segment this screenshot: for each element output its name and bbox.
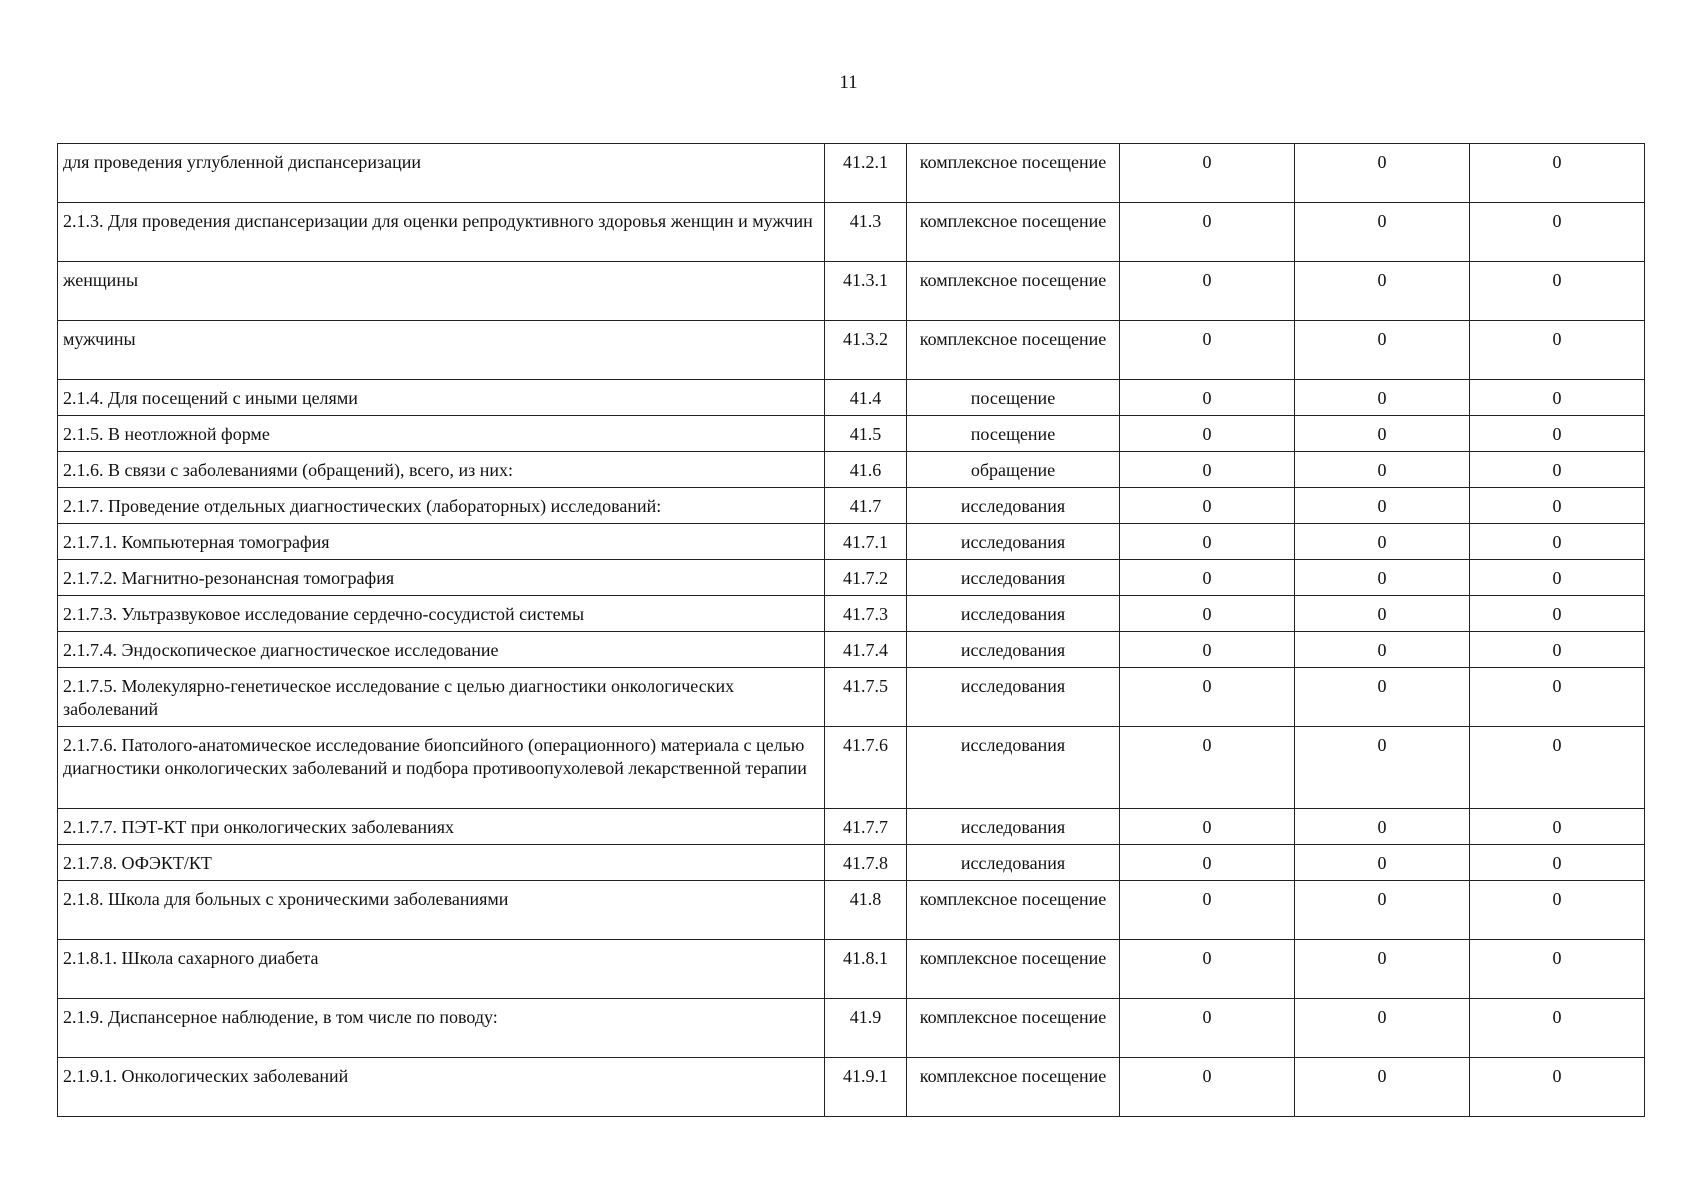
page-number: 11 <box>839 72 858 93</box>
row-value-3-cell: 0 <box>1470 452 1645 488</box>
row-value-1-cell: 0 <box>1120 524 1295 560</box>
row-unit-cell: комплексное посещение <box>907 144 1120 203</box>
row-value-3-cell: 0 <box>1470 596 1645 632</box>
table-row <box>58 262 1645 321</box>
row-unit-cell: посещение <box>907 380 1120 416</box>
table-row <box>58 845 1645 881</box>
row-value-1-cell: 0 <box>1120 881 1295 940</box>
row-value-2-cell: 0 <box>1295 596 1470 632</box>
row-name-cell: 2.1.7. Проведение отдельных диагностических (лабораторных) исследований: <box>58 488 825 524</box>
row-code-cell: 41.7 <box>825 488 907 524</box>
table-row <box>58 999 1645 1058</box>
row-value-2-cell: 0 <box>1295 203 1470 262</box>
row-unit-cell: комплексное посещение <box>907 203 1120 262</box>
row-value-1-cell: 0 <box>1120 416 1295 452</box>
row-name-cell: 2.1.7.3. Ультразвуковое исследование сердечно-сосудистой системы <box>58 596 825 632</box>
row-value-2-cell: 0 <box>1295 144 1470 203</box>
row-value-2-cell: 0 <box>1295 1058 1470 1117</box>
row-code-cell: 41.9 <box>825 999 907 1058</box>
row-code-cell: 41.3 <box>825 203 907 262</box>
row-name-cell: 2.1.3. Для проведения диспансеризации для оценки репродуктивного здоровья женщин и мужчин <box>58 203 825 262</box>
table-row <box>58 452 1645 488</box>
row-value-2-cell: 0 <box>1295 668 1470 727</box>
table-row <box>58 940 1645 999</box>
table-row <box>58 668 1645 727</box>
row-value-3-cell: 0 <box>1470 1058 1645 1117</box>
table-row <box>58 380 1645 416</box>
row-name-cell: 2.1.7.4. Эндоскопическое диагностическое исследование <box>58 632 825 668</box>
row-value-3-cell: 0 <box>1470 144 1645 203</box>
table-row <box>58 881 1645 940</box>
row-code-cell: 41.7.7 <box>825 809 907 845</box>
row-value-2-cell: 0 <box>1295 881 1470 940</box>
row-name-cell: 2.1.8. Школа для больных с хроническими заболеваниями <box>58 881 825 940</box>
row-code-cell: 41.4 <box>825 380 907 416</box>
row-value-1-cell: 0 <box>1120 1058 1295 1117</box>
row-name-cell: 2.1.7.7. ПЭТ-КТ при онкологических заболеваниях <box>58 809 825 845</box>
row-value-3-cell: 0 <box>1470 203 1645 262</box>
row-name-cell: 2.1.7.6. Патолого-анатомическое исследование биопсийного (операционного) материала с целью диагностики онкологических заболеваний и подбора противоопухолевой лекарственной терапии <box>58 727 825 809</box>
row-value-2-cell: 0 <box>1295 416 1470 452</box>
row-value-2-cell: 0 <box>1295 632 1470 668</box>
row-value-1-cell: 0 <box>1120 380 1295 416</box>
row-code-cell: 41.8.1 <box>825 940 907 999</box>
row-unit-cell: комплексное посещение <box>907 881 1120 940</box>
row-unit-cell: исследования <box>907 727 1120 809</box>
row-name-cell: 2.1.7.5. Молекулярно-генетическое исследование с целью диагностики онкологических заболеваний <box>58 668 825 727</box>
table-row <box>58 144 1645 203</box>
row-name-cell: 2.1.9.1. Онкологических заболеваний <box>58 1058 825 1117</box>
row-code-cell: 41.7.6 <box>825 727 907 809</box>
row-value-2-cell: 0 <box>1295 488 1470 524</box>
row-unit-cell: комплексное посещение <box>907 321 1120 380</box>
table-row <box>58 1058 1645 1117</box>
row-value-1-cell: 0 <box>1120 845 1295 881</box>
table-row <box>58 488 1645 524</box>
row-value-2-cell: 0 <box>1295 380 1470 416</box>
row-value-3-cell: 0 <box>1470 416 1645 452</box>
table-row <box>58 203 1645 262</box>
row-value-2-cell: 0 <box>1295 560 1470 596</box>
row-unit-cell: исследования <box>907 809 1120 845</box>
data-table <box>57 143 1645 1117</box>
row-value-2-cell: 0 <box>1295 940 1470 999</box>
row-value-3-cell: 0 <box>1470 560 1645 596</box>
row-name-cell: 2.1.7.8. ОФЭКТ/КТ <box>58 845 825 881</box>
row-name-cell: мужчины <box>58 321 825 380</box>
row-code-cell: 41.7.8 <box>825 845 907 881</box>
row-value-2-cell: 0 <box>1295 727 1470 809</box>
row-value-3-cell: 0 <box>1470 881 1645 940</box>
row-value-2-cell: 0 <box>1295 845 1470 881</box>
row-value-3-cell: 0 <box>1470 940 1645 999</box>
row-value-1-cell: 0 <box>1120 560 1295 596</box>
row-code-cell: 41.7.3 <box>825 596 907 632</box>
row-name-cell: 2.1.9. Диспансерное наблюдение, в том числе по поводу: <box>58 999 825 1058</box>
row-value-1-cell: 0 <box>1120 940 1295 999</box>
row-name-cell: женщины <box>58 262 825 321</box>
table-row <box>58 632 1645 668</box>
row-value-1-cell: 0 <box>1120 144 1295 203</box>
row-code-cell: 41.3.2 <box>825 321 907 380</box>
row-value-1-cell: 0 <box>1120 321 1295 380</box>
row-value-2-cell: 0 <box>1295 262 1470 321</box>
row-code-cell: 41.8 <box>825 881 907 940</box>
row-unit-cell: комплексное посещение <box>907 262 1120 321</box>
row-value-2-cell: 0 <box>1295 524 1470 560</box>
row-unit-cell: исследования <box>907 632 1120 668</box>
table-row <box>58 524 1645 560</box>
row-name-cell: для проведения углубленной диспансеризации <box>58 144 825 203</box>
row-unit-cell: комплексное посещение <box>907 1058 1120 1117</box>
row-unit-cell: комплексное посещение <box>907 940 1120 999</box>
row-unit-cell: исследования <box>907 668 1120 727</box>
row-value-2-cell: 0 <box>1295 999 1470 1058</box>
row-value-3-cell: 0 <box>1470 668 1645 727</box>
row-value-3-cell: 0 <box>1470 488 1645 524</box>
row-name-cell: 2.1.7.2. Магнитно-резонансная томография <box>58 560 825 596</box>
row-code-cell: 41.3.1 <box>825 262 907 321</box>
row-unit-cell: исследования <box>907 596 1120 632</box>
row-value-1-cell: 0 <box>1120 632 1295 668</box>
row-value-3-cell: 0 <box>1470 380 1645 416</box>
row-name-cell: 2.1.6. В связи с заболеваниями (обращений), всего, из них: <box>58 452 825 488</box>
row-value-1-cell: 0 <box>1120 203 1295 262</box>
row-code-cell: 41.7.1 <box>825 524 907 560</box>
row-value-1-cell: 0 <box>1120 809 1295 845</box>
table-row <box>58 321 1645 380</box>
row-name-cell: 2.1.5. В неотложной форме <box>58 416 825 452</box>
row-value-2-cell: 0 <box>1295 809 1470 845</box>
row-unit-cell: исследования <box>907 488 1120 524</box>
row-unit-cell: комплексное посещение <box>907 999 1120 1058</box>
row-value-3-cell: 0 <box>1470 999 1645 1058</box>
row-code-cell: 41.9.1 <box>825 1058 907 1117</box>
table-row <box>58 727 1645 809</box>
row-value-1-cell: 0 <box>1120 596 1295 632</box>
row-unit-cell: исследования <box>907 845 1120 881</box>
row-value-3-cell: 0 <box>1470 321 1645 380</box>
row-value-1-cell: 0 <box>1120 452 1295 488</box>
table-row <box>58 809 1645 845</box>
table-row <box>58 416 1645 452</box>
row-code-cell: 41.7.5 <box>825 668 907 727</box>
row-name-cell: 2.1.8.1. Школа сахарного диабета <box>58 940 825 999</box>
row-unit-cell: посещение <box>907 416 1120 452</box>
row-value-3-cell: 0 <box>1470 809 1645 845</box>
row-code-cell: 41.7.4 <box>825 632 907 668</box>
row-value-2-cell: 0 <box>1295 321 1470 380</box>
row-value-3-cell: 0 <box>1470 262 1645 321</box>
table-row <box>58 596 1645 632</box>
row-name-cell: 2.1.7.1. Компьютерная томография <box>58 524 825 560</box>
row-value-3-cell: 0 <box>1470 845 1645 881</box>
row-code-cell: 41.7.2 <box>825 560 907 596</box>
row-code-cell: 41.6 <box>825 452 907 488</box>
row-unit-cell: обращение <box>907 452 1120 488</box>
row-code-cell: 41.5 <box>825 416 907 452</box>
row-unit-cell: исследования <box>907 560 1120 596</box>
row-name-cell: 2.1.4. Для посещений с иными целями <box>58 380 825 416</box>
row-value-1-cell: 0 <box>1120 727 1295 809</box>
table-row <box>58 560 1645 596</box>
row-unit-cell: исследования <box>907 524 1120 560</box>
row-value-1-cell: 0 <box>1120 668 1295 727</box>
row-value-1-cell: 0 <box>1120 999 1295 1058</box>
row-value-3-cell: 0 <box>1470 727 1645 809</box>
row-value-3-cell: 0 <box>1470 632 1645 668</box>
row-value-1-cell: 0 <box>1120 488 1295 524</box>
row-value-2-cell: 0 <box>1295 452 1470 488</box>
row-code-cell: 41.2.1 <box>825 144 907 203</box>
row-value-1-cell: 0 <box>1120 262 1295 321</box>
row-value-3-cell: 0 <box>1470 524 1645 560</box>
